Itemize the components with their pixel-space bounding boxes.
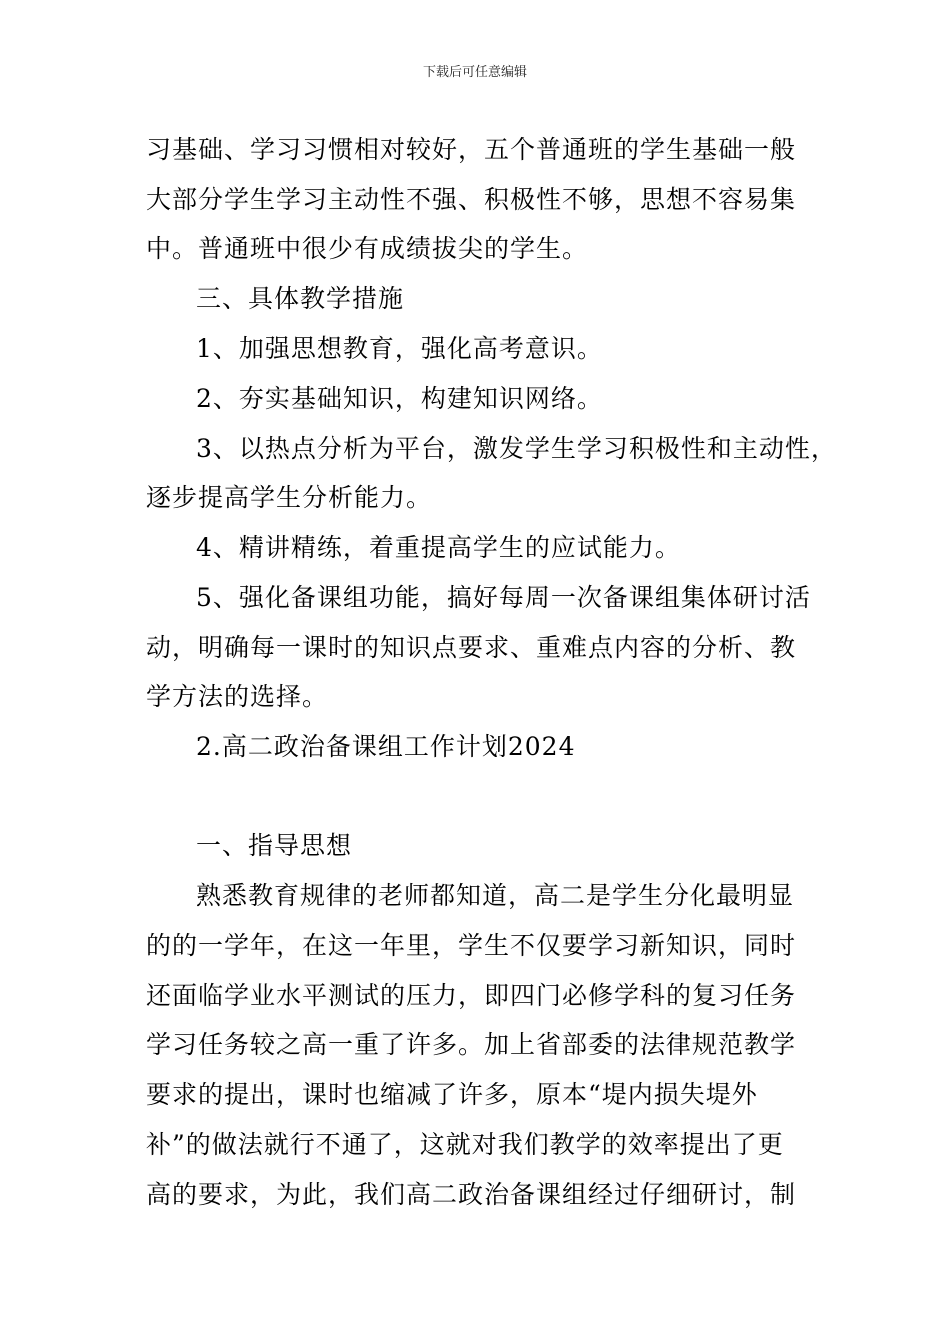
section-heading: 一、指导思想 bbox=[196, 831, 353, 860]
list-item: 3、以热点分析为平台，激发学生学习积极性和主动性， bbox=[196, 434, 837, 463]
section-heading: 三、具体教学措施 bbox=[196, 284, 405, 313]
body-line: 高的要求，为此，我们高二政治备课组经过仔细研讨，制 bbox=[146, 1180, 797, 1209]
body-line: 熟悉教育规律的老师都知道，高二是学生分化最明显 bbox=[196, 881, 795, 910]
page-header: 下载后可任意编辑 bbox=[422, 65, 527, 80]
list-item: 5、强化备课组功能，搞好每周一次备课组集体研讨活 bbox=[196, 583, 811, 612]
list-item: 4、精讲精练，着重提高学生的应试能力。 bbox=[196, 533, 681, 562]
body-line: 补”的做法就行不通了，这就对我们教学的效率提出了更 bbox=[146, 1130, 784, 1159]
body-line: 学习任务较之高一重了许多。加上省部委的法律规范教学 bbox=[146, 1030, 797, 1059]
body-line: 还面临学业水平测试的压力，即四门必修学科的复习任务 bbox=[146, 981, 797, 1010]
body-line: 动，明确每一课时的知识点要求、重难点内容的分析、教 bbox=[146, 633, 797, 662]
list-item: 1、加强思想教育，强化高考意识。 bbox=[196, 334, 603, 363]
body-line: 的的一学年，在这一年里，学生不仅要学习新知识，同时 bbox=[146, 931, 797, 960]
section-title: 2.高二政治备课组工作计划2024 bbox=[196, 732, 576, 761]
body-line: 习基础、学习习惯相对较好，五个普通班的学生基础一般 bbox=[146, 135, 797, 164]
body-line: 逐步提高学生分析能力。 bbox=[146, 483, 433, 512]
body-line: 中。普通班中很少有成绩拔尖的学生。 bbox=[146, 234, 589, 263]
body-line: 大部分学生学习主动性不强、积极性不够，思想不容易集 bbox=[146, 185, 797, 214]
list-item: 2、夯实基础知识，构建知识网络。 bbox=[196, 384, 603, 413]
body-line: 学方法的选择。 bbox=[146, 682, 329, 711]
body-line: 要求的提出，课时也缩减了许多，原本“堤内损失堤外 bbox=[146, 1080, 758, 1109]
